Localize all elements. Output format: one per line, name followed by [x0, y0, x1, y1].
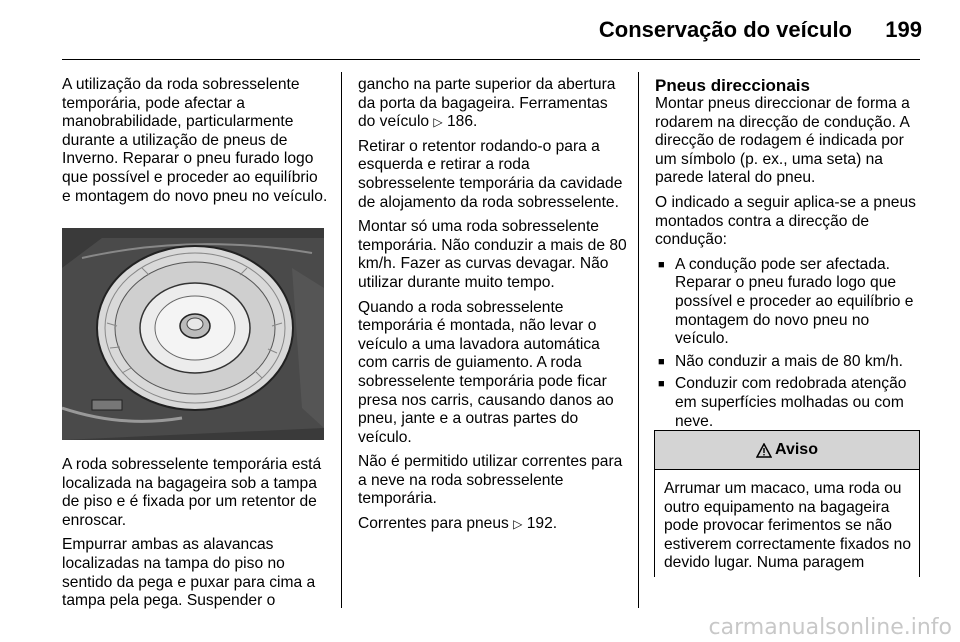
spare-wheel-illustration — [62, 228, 324, 440]
paragraph: A utilização da roda sobresselente temporária, pode afectar a manobrabilidade, particularmente durante a utilização de pneus de Inverno. Reparar o pneu furado logo que possível e proceder ao equilíbrio e montagem do novo pneu no veículo. — [62, 76, 328, 205]
page-header — [0, 0, 960, 60]
paragraph: Montar só uma roda sobresselente temporária. Não conduzir a mais de 80 km/h. Fazer as curvas devagar. Não utilizar durante muito tempo. — [358, 218, 627, 291]
paragraph — [358, 515, 628, 534]
paragraph: Montar pneus direccionar de forma a rodarem na direcção de condução. A direcção de rodagem é indicada por um símbolo (p. ex., uma seta) na parede lateral do pneu. — [655, 95, 910, 187]
figure-caption: A roda sobresselente temporária está localizada na bagageira sob a tampa de piso e é fixada por um retentor de enroscar. — [62, 456, 322, 529]
paragraph-text: Correntes para pneus — [358, 515, 514, 533]
column-2 — [358, 76, 628, 540]
paragraph: Retirar o retentor rodando-o para a esquerda e retirar a roda sobresselente temporária da cavidade de alojamento da roda sobresselente. — [358, 137, 623, 211]
list-item — [655, 256, 925, 349]
warning-title: Aviso — [775, 441, 818, 458]
column-3 — [655, 76, 925, 435]
warning-box — [654, 430, 920, 577]
paragraph: Empurrar ambas as alavancas localizadas na tampa do piso no sentido da pega e puxar para cima a tampa pela pega. Suspender o — [62, 536, 316, 610]
cross-reference-page[interactable]: 186. — [447, 113, 478, 131]
watermark: carmanualsonline.info — [708, 615, 952, 640]
list-item-text: A condução pode ser afectada. Reparar o pneu furado logo que possível e proceder ao equilíbrio e montagem do novo pneu no veículo. — [675, 255, 914, 348]
column-1-lower — [62, 456, 328, 617]
column-divider-2 — [638, 72, 639, 608]
paragraph — [358, 76, 628, 132]
list-item — [655, 353, 925, 372]
bullet-square-icon: ■ — [658, 355, 665, 368]
cross-reference-arrow-icon: ▷ — [433, 115, 443, 130]
cross-reference-arrow-icon: ▷ — [513, 517, 523, 532]
paragraph: Quando a roda sobresselente temporária é montada, não levar o veículo a uma lavadora automática com carris de guiamento. A roda sobresselente temporária pode ficar presa nos carris, causando danos ao pneu, jante e a outras partes do veículo. — [358, 298, 614, 446]
cross-reference-page[interactable]: 192. — [526, 515, 558, 533]
warning-text: Arrumar um macaco, uma roda ou outro equipamento na bagageira pode provocar ferimentos se não estiverem correctamente fixados no devido lugar. Numa paragem — [664, 480, 912, 572]
column-1 — [62, 76, 328, 212]
paragraph: Não é permitido utilizar correntes para a neve na roda sobresselente temporária. — [358, 453, 623, 508]
page-number: 199 — [885, 17, 922, 42]
list-item-text: Não conduzir a mais de 80 km/h. — [675, 352, 903, 370]
bullet-list — [655, 256, 925, 431]
list-item-text: Conduzir com redobrada atenção em superfícies molhadas ou com neve. — [675, 375, 907, 430]
warning-header — [655, 431, 919, 470]
warning-triangle-icon — [756, 443, 772, 458]
header-divider — [62, 59, 920, 60]
section-title: Conservação do veículo — [598, 17, 852, 42]
paragraph: O indicado a seguir aplica-se a pneus montados contra a direcção de condução: — [655, 193, 916, 249]
bullet-square-icon: ■ — [658, 378, 665, 391]
column-divider-1 — [341, 72, 342, 608]
paragraph-text: gancho na parte superior da abertura da porta da bagageira. Ferramentas do veículo — [358, 76, 616, 131]
section-heading: Pneus direccionais — [655, 76, 810, 95]
list-item — [655, 375, 925, 431]
bullet-square-icon: ■ — [658, 258, 665, 271]
